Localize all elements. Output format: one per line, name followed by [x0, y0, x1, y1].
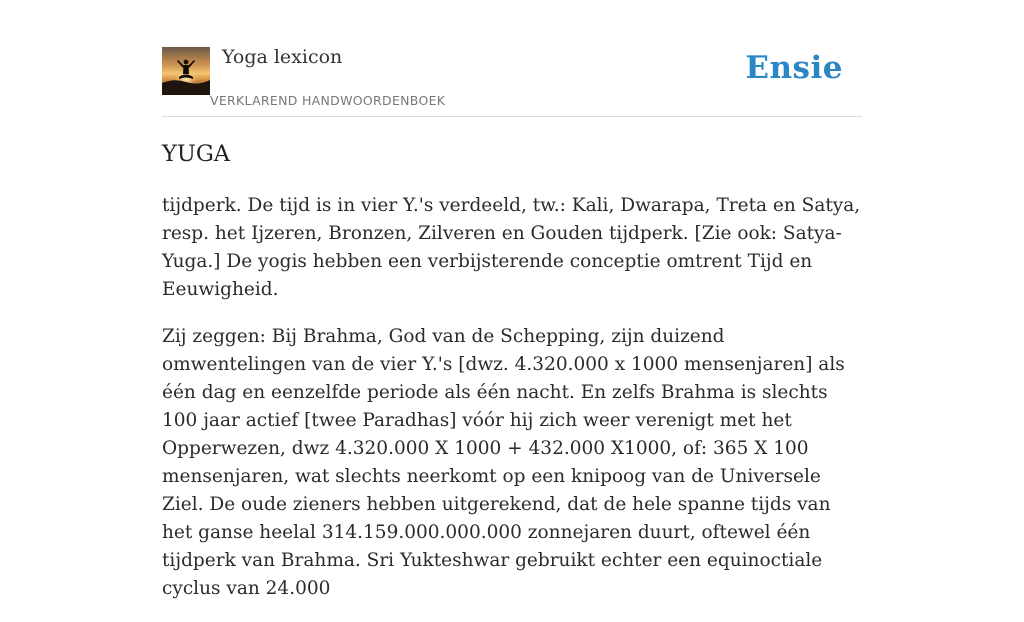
- page: [162, 0, 862, 599]
- ensie-logo-link[interactable]: Ensie: [745, 50, 843, 86]
- entry-title: YUGA: [162, 141, 231, 167]
- book-subtitle: VERKLAREND HANDWOORDENBOEK: [210, 93, 446, 108]
- book-title[interactable]: Yoga lexicon: [222, 46, 343, 68]
- definition-paragraph: tijdperk. De tijd is in vier Y.'s verdeeld, tw.: Kali, Dwarapa, Treta en Satya, resp. het Ijzeren, Bronzen, Zilveren en Gouden tijdperk. [Zie ook: Satya-Yuga.] De yogis hebben een verbijsterende conceptie omtrent Tijd en Eeuwigheid.: [162, 195, 861, 300]
- definition-paragraph: Zij zeggen: Bij Brahma, God van de Schepping, zijn duizend omwentelingen van de vier Y.'s [dwz. 4.320.000 x 1000 mensenjaren] als één dag en eenzelfde periode als één nacht. En zelfs Brahma is slechts 100 jaar actief [twee Paradhas] vóór hij zich weer verenigt met het Opperwezen, dwz 4.320.000 X 1000 + 432.000 X1000, of: 365 X 100 mensenjaren, wat slechts neerkomt op een knipoog van de Universele Ziel. De oude zieners hebben uitgerekend, dat de hele spanne tijds van het ganse heelal 314.159.000.000.000 zonnejaren duurt, oftewel één tijdperk van Brahma. Sri Yukteshwar gebruikt echter een equinoctiale cyclus van 24.000: [162, 326, 845, 599]
- entry-definition: [162, 192, 862, 622]
- book-avatar[interactable]: [162, 47, 210, 95]
- header: [162, 0, 862, 117]
- meditation-silhouette-icon: [162, 47, 210, 95]
